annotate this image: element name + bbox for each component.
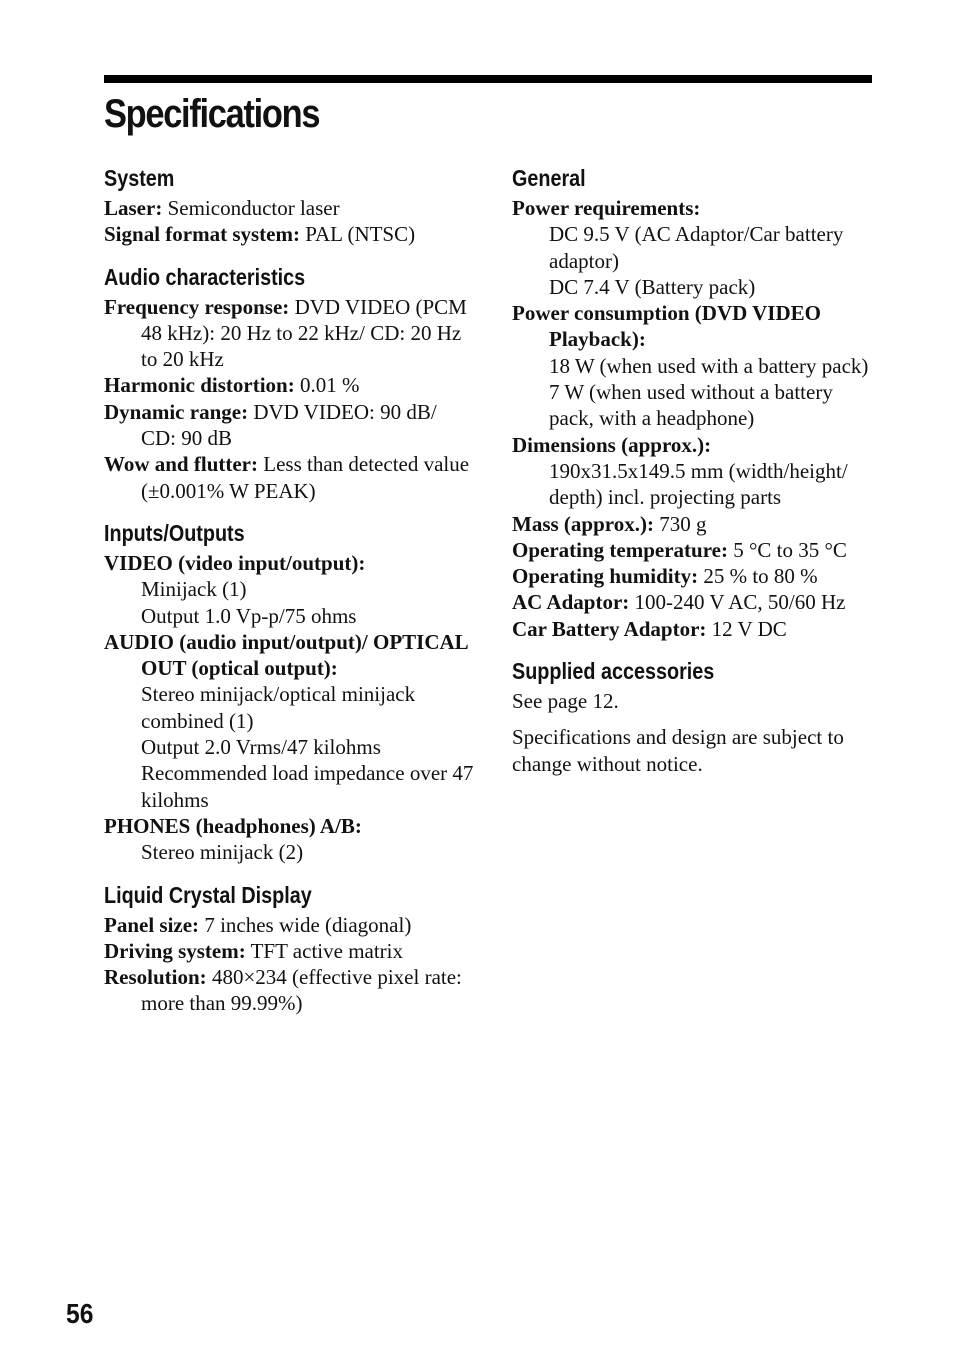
spec-dimensions [512, 432, 878, 458]
spec-value-line: 190x31.5x149.5 mm (width/height/ depth) incl. projecting parts [549, 458, 848, 510]
spec-label: Driving system: [104, 938, 246, 963]
spec-label: Dynamic range: [104, 399, 249, 424]
section-inputs-outputs [104, 518, 476, 866]
page-number: 56 [66, 1298, 94, 1329]
spec-label: Dimensions (approx.): [512, 432, 712, 457]
section-lcd [104, 880, 476, 1017]
spec-dynamic-range [104, 399, 476, 452]
section-heading: System [104, 165, 175, 191]
spec-power-consumption [512, 300, 878, 353]
spec-value: 480×234 (effective pixel rate: more than 99.99%) [141, 965, 462, 1016]
section-general [512, 163, 878, 642]
page-title: Specifications [104, 92, 320, 136]
spec-video-label [104, 550, 476, 576]
see-page-text: See page 12. [512, 689, 619, 714]
notice-text: Specifications and design are subject to change without notice. [512, 725, 844, 776]
spec-driving-system [104, 938, 476, 964]
spec-power-requirements [512, 195, 878, 221]
spec-value: 100-240 V AC, 50/60 Hz [629, 590, 846, 615]
spec-value: 0.01 % [294, 373, 360, 398]
spec-value-line: Minijack (1) [141, 577, 247, 602]
spec-label: AC Adaptor: [512, 590, 630, 615]
spec-value: DVD VIDEO: 90 dB/ CD: 90 dB [141, 399, 437, 451]
spec-harmonic-distortion [104, 372, 476, 398]
spec-value: TFT active matrix [245, 938, 404, 963]
spec-operating-humidity [512, 563, 878, 589]
section-heading: Supplied accessories [512, 658, 715, 685]
spec-value-line: Stereo minijack (2) [141, 840, 304, 865]
section-supplied-accessories [512, 656, 878, 777]
spec-value: PAL (NTSC) [299, 222, 416, 247]
section-audio [104, 262, 476, 504]
spec-value-line: Recommended load impedance over 47 kilohms [141, 761, 474, 812]
spec-value: Semiconductor laser [162, 196, 340, 220]
spec-ac-adaptor [512, 589, 878, 615]
spec-label: Laser: [104, 196, 163, 220]
section-heading: Liquid Crystal Display [104, 881, 312, 908]
spec-label: Frequency response: [104, 294, 290, 319]
section-heading: Audio characteristics [104, 263, 306, 290]
spec-frequency-response [104, 294, 476, 373]
right-column [512, 163, 878, 791]
section-system [104, 163, 476, 248]
spec-label: Operating temperature: [512, 537, 728, 562]
spec-label: Signal format system: [104, 222, 300, 247]
spec-resolution [104, 964, 476, 1017]
spec-value-line: 18 W (when used with a battery pack) [549, 353, 869, 378]
spec-value: 7 inches wide (diagonal) [199, 912, 412, 937]
spec-label: Wow and flutter: [104, 452, 258, 477]
spec-value-line: DC 9.5 V (AC Adaptor/Car battery adaptor) [549, 222, 844, 273]
spec-value-line: Output 2.0 Vrms/47 kilohms [141, 735, 381, 760]
spec-value: DVD VIDEO (PCM 48 kHz): 20 Hz to 22 kHz/ CD: 20 Hz to 20 kHz [141, 294, 467, 372]
spec-label: Harmonic distortion: [104, 373, 295, 398]
spec-wow-flutter [104, 451, 476, 504]
spec-label: Panel size: [104, 912, 200, 937]
spec-car-battery-adaptor [512, 616, 878, 642]
spec-panel-size [104, 912, 476, 938]
section-heading: General [512, 165, 586, 191]
spec-value: Less than detected value (±0.001% W PEAK) [141, 452, 470, 503]
spec-laser [104, 195, 476, 221]
spec-value: 25 % to 80 % [698, 564, 818, 589]
spec-value-line: 7 W (when used without a battery pack, with a headphone) [549, 380, 833, 431]
spec-value-line: Stereo minijack/optical minijack combined (1) [141, 682, 416, 733]
spec-label: Car Battery Adaptor: [512, 616, 707, 641]
spec-value: 12 V DC [706, 616, 787, 641]
spec-signal-format [104, 221, 476, 247]
spec-label: VIDEO (video input/output): [104, 550, 366, 575]
spec-label: Operating humidity: [512, 564, 699, 589]
spec-value: 5 °C to 35 °C [727, 537, 847, 562]
spec-label: AUDIO (audio input/output)/ OPTICAL OUT (optical output): [104, 629, 468, 681]
spec-phones-label [104, 813, 476, 839]
spec-label: Power requirements: [512, 196, 701, 220]
spec-value-line: Output 1.0 Vp-p/75 ohms [141, 603, 357, 628]
spec-label: Power consumption (DVD VIDEO Playback): [512, 301, 821, 352]
left-column [104, 163, 476, 1031]
spec-value: 730 g [653, 511, 707, 536]
spec-audio-label [104, 629, 476, 682]
spec-label: Mass (approx.): [512, 511, 654, 536]
spec-label: PHONES (headphones) A/B: [104, 813, 362, 838]
section-heading: Inputs/Outputs [104, 519, 245, 546]
spec-operating-temperature [512, 537, 878, 563]
title-rule [104, 75, 872, 83]
spec-mass [512, 511, 878, 537]
spec-label: Resolution: [104, 965, 207, 990]
spec-value-line: DC 7.4 V (Battery pack) [549, 274, 756, 299]
